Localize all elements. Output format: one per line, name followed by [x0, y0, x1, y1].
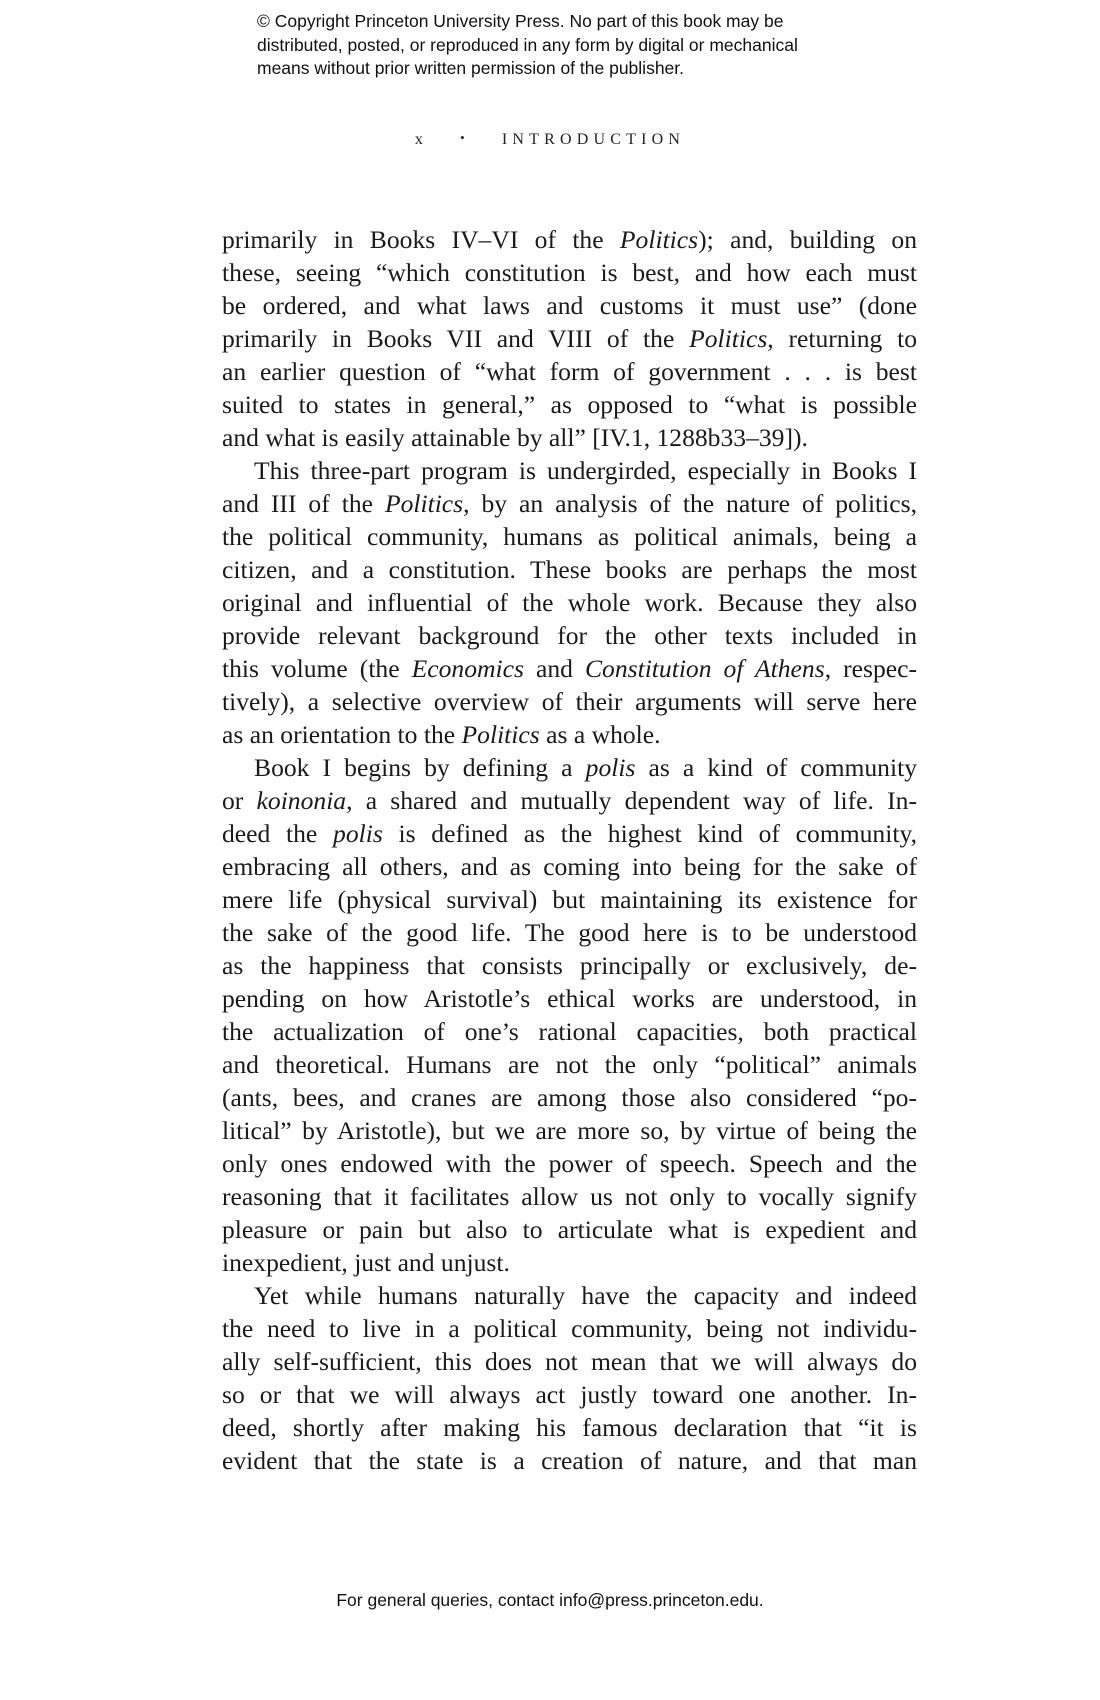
text-segment: This three-part program is undergirded, especially in Books I	[254, 456, 917, 485]
text-segment: these, seeing “which constitution is best, and how each must	[222, 258, 917, 287]
text-line	[222, 322, 917, 355]
text-line	[222, 718, 917, 751]
text-line	[222, 949, 917, 982]
text-line	[222, 553, 917, 586]
text-segment: mere life (physical survival) but maintaining its existence for	[222, 885, 917, 914]
text-line	[222, 1378, 917, 1411]
text-line	[222, 1345, 917, 1378]
body-text	[222, 223, 917, 1477]
text-segment: pending on how Aristotle’s ethical works are understood, in	[222, 984, 917, 1013]
text-line	[222, 1180, 917, 1213]
italic-term: koinonia	[256, 786, 347, 815]
copyright-line: distributed, posted, or reproduced in any form by digital or mechanical	[257, 34, 798, 55]
italic-term: Politics	[461, 720, 540, 749]
text-line	[222, 1444, 917, 1477]
text-line	[222, 388, 917, 421]
footer-contact: For general queries, contact info@press.princeton.edu.	[336, 1590, 764, 1610]
chapter-title: INTRODUCTION	[501, 131, 686, 148]
italic-term: polis	[585, 753, 636, 782]
text-line	[222, 256, 917, 289]
text-segment: deed, shortly after making his famous declaration that “it is	[222, 1413, 917, 1442]
text-segment: evident that the state is a creation of nature, and that man	[222, 1446, 917, 1475]
text-line	[222, 1312, 917, 1345]
text-segment: as a kind of community	[635, 753, 917, 782]
text-segment: the sake of the good life. The good here is to be understood	[222, 918, 917, 947]
text-line	[222, 619, 917, 652]
text-segment: be ordered, and what laws and customs it must use” (done	[222, 291, 917, 320]
text-line	[222, 355, 917, 388]
copyright-notice	[257, 10, 897, 81]
text-segment: as the happiness that consists principally or exclusively, de-	[222, 951, 917, 980]
text-segment: , respec-	[824, 654, 917, 683]
text-segment: (ants, bees, and cranes are among those also considered “po-	[222, 1083, 917, 1112]
text-segment: inexpedient, just and unjust.	[222, 1248, 510, 1277]
text-segment: primarily in Books IV–VI of the	[222, 225, 620, 254]
text-line	[222, 454, 917, 487]
text-segment: Yet while humans naturally have the capacity and indeed	[254, 1281, 917, 1310]
text-line	[222, 421, 917, 454]
text-segment: the political community, humans as political animals, being a	[222, 522, 917, 551]
text-line	[222, 223, 917, 256]
text-segment: ); and, building on	[698, 225, 917, 254]
separator-dot: •	[460, 130, 465, 145]
italic-term: Politics	[384, 489, 464, 518]
text-segment: primarily in Books VII and VIII of the	[222, 324, 690, 353]
copyright-line: means without prior written permission of the publisher.	[257, 58, 685, 78]
text-segment: as a whole.	[539, 720, 661, 749]
text-segment: and theoretical. Humans are not the only “political” animals	[222, 1050, 917, 1079]
text-segment: or	[222, 786, 257, 815]
text-line	[222, 916, 917, 949]
text-segment: the actualization of one’s rational capacities, both practical	[222, 1017, 917, 1046]
text-line	[222, 685, 917, 718]
italic-term: Politics	[689, 324, 768, 353]
text-line	[222, 289, 917, 322]
text-line	[222, 850, 917, 883]
text-segment: , a shared and mutually dependent way of life. In-	[346, 786, 917, 815]
text-line	[222, 652, 917, 685]
text-line	[222, 586, 917, 619]
text-segment: ally self-sufficient, this does not mean that we will always do	[222, 1347, 917, 1376]
text-segment: and	[523, 654, 585, 683]
italic-term: polis	[333, 819, 383, 848]
text-segment: embracing all others, and as coming into being for the sake of	[222, 852, 917, 881]
text-segment: deed the	[222, 819, 334, 848]
italic-term: Politics	[619, 225, 699, 254]
text-line	[222, 1213, 917, 1246]
copyright-line: © Copyright Princeton University Press. No part of this book may be	[257, 11, 784, 31]
text-segment: this volume (the	[222, 654, 412, 683]
text-segment: and III of the	[222, 489, 385, 518]
text-segment: , by an analysis of the nature of politics,	[463, 489, 917, 518]
text-segment: so or that we will always act justly toward one another. In-	[222, 1380, 917, 1409]
text-line	[222, 1279, 917, 1312]
text-segment: litical” by Aristotle), but we are more so, by virtue of being the	[222, 1116, 917, 1145]
text-line	[222, 1114, 917, 1147]
text-line	[222, 1411, 917, 1444]
text-line	[222, 1048, 917, 1081]
text-segment: provide relevant background for the other texts included in	[222, 621, 917, 650]
text-segment: citizen, and a constitution. These books are perhaps the most	[222, 555, 917, 584]
text-line	[222, 520, 917, 553]
italic-term: Economics	[411, 654, 524, 683]
italic-term: Constitution of Athens	[584, 654, 825, 683]
text-segment: , returning to	[767, 324, 917, 353]
text-line	[222, 751, 917, 784]
text-segment: reasoning that it facilitates allow us not only to vocally signify	[222, 1182, 917, 1211]
running-head	[0, 130, 1100, 149]
text-segment: is defined as the highest kind of community,	[382, 819, 917, 848]
text-segment: as an orientation to the	[222, 720, 462, 749]
text-line	[222, 1015, 917, 1048]
text-segment: and what is easily attainable by all” [IV.1, 1288b33–39]).	[222, 423, 808, 452]
text-line	[222, 1246, 917, 1279]
text-line	[222, 1081, 917, 1114]
text-segment: an earlier question of “what form of government . . . is best	[222, 357, 917, 386]
page-number: x	[414, 131, 423, 148]
text-line	[222, 1147, 917, 1180]
text-line	[222, 817, 917, 850]
text-segment: tively), a selective overview of their arguments will serve here	[222, 687, 917, 716]
text-segment: suited to states in general,” as opposed to “what is possible	[222, 390, 917, 419]
text-line	[222, 784, 917, 817]
text-segment: original and influential of the whole work. Because they also	[222, 588, 917, 617]
text-line	[222, 883, 917, 916]
text-line	[222, 982, 917, 1015]
text-segment: pleasure or pain but also to articulate what is expedient and	[222, 1215, 917, 1244]
text-line	[222, 487, 917, 520]
text-segment: the need to live in a political community, being not individu-	[222, 1314, 917, 1343]
text-segment: Book I begins by defining a	[254, 753, 586, 782]
text-segment: only ones endowed with the power of speech. Speech and the	[222, 1149, 917, 1178]
